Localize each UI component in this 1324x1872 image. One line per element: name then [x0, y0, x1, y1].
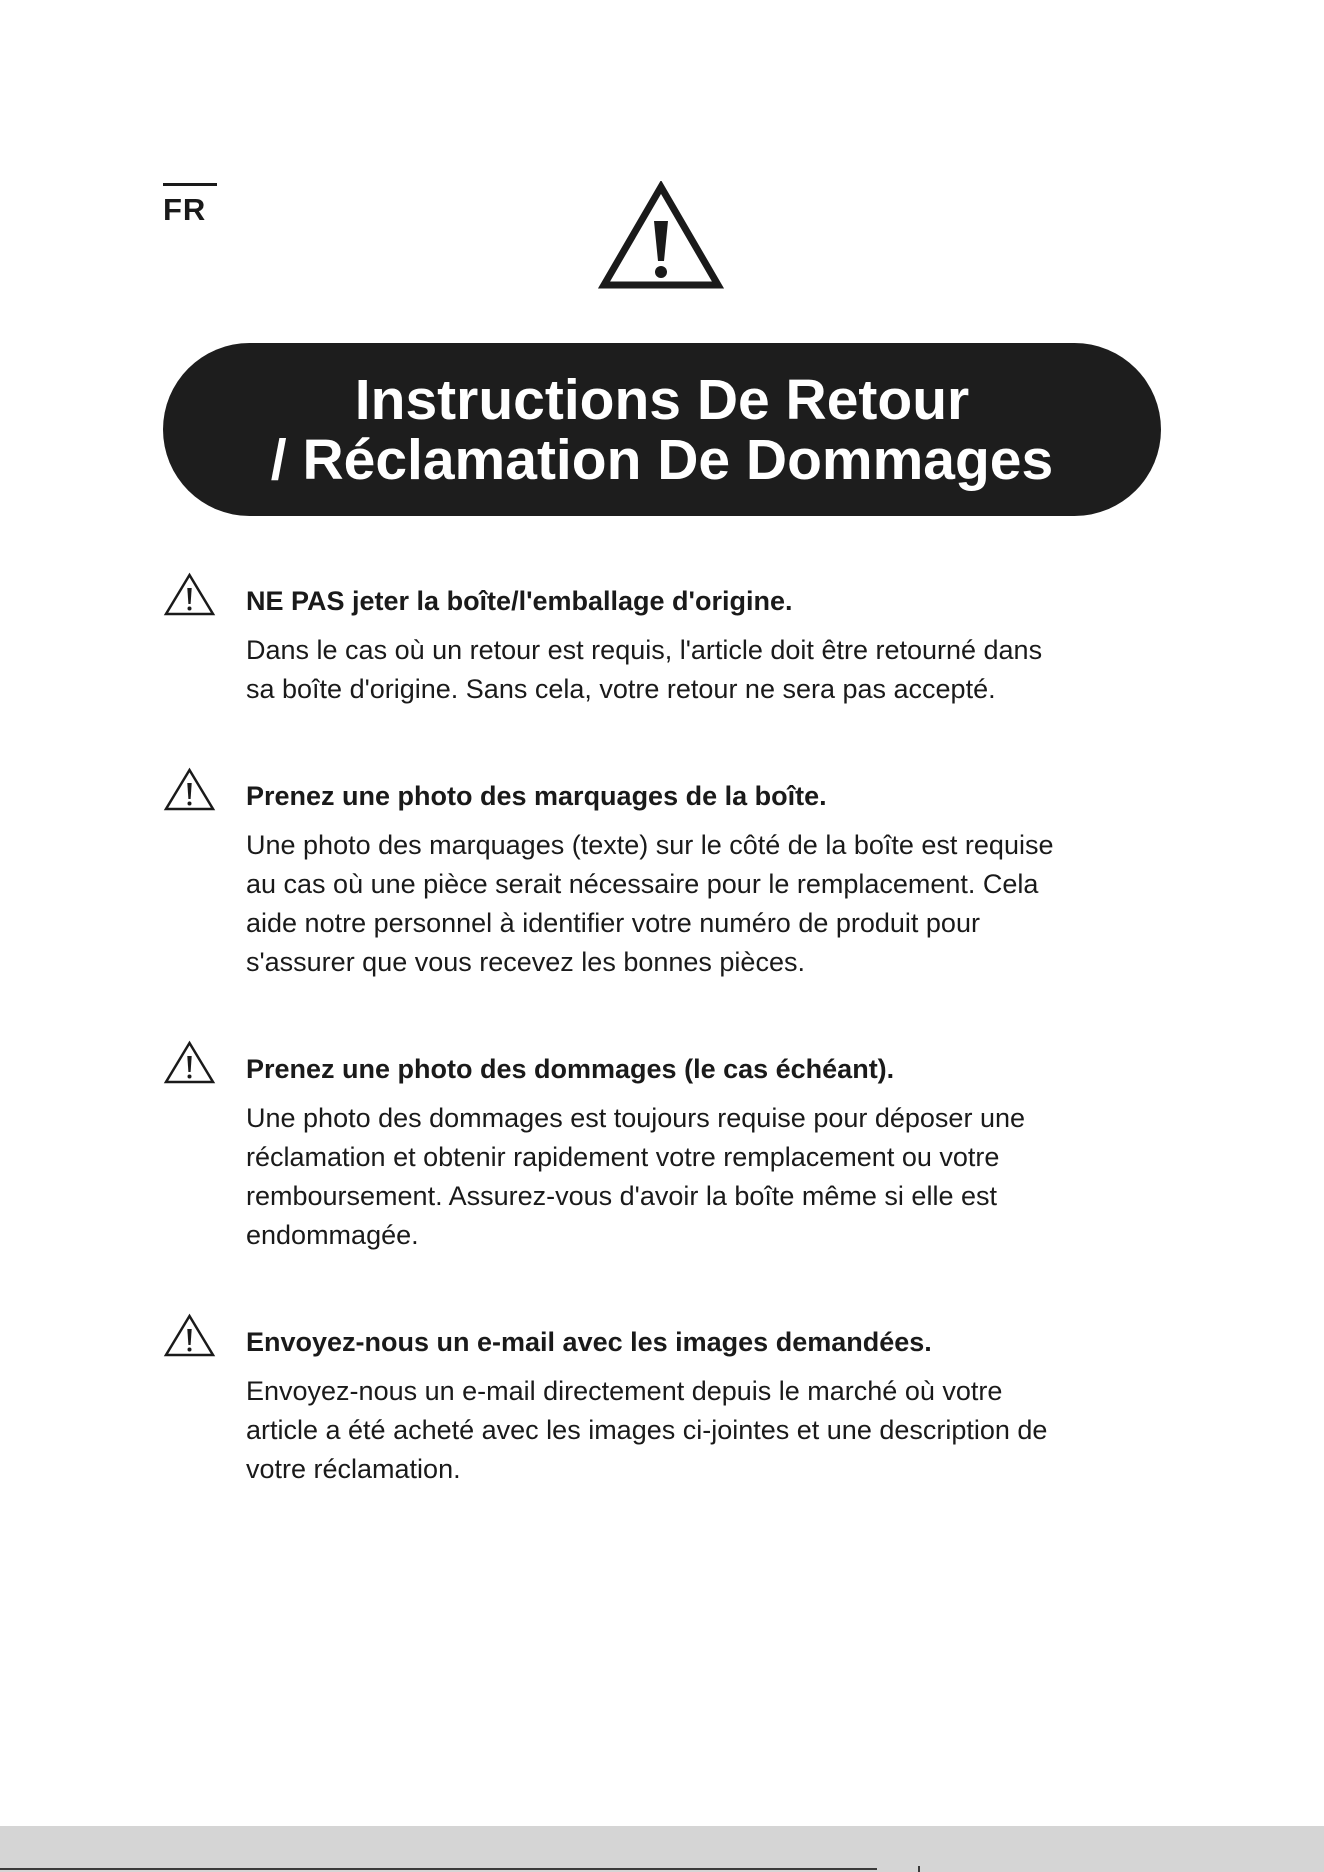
- footer-tick: [918, 1866, 920, 1872]
- warning-triangle-icon: [598, 181, 724, 291]
- instruction-section: [163, 767, 1173, 997]
- section-heading: Prenez une photo des marquages de la boîte.: [246, 781, 827, 811]
- section-heading: Prenez une photo des dommages (le cas échéant).: [246, 1054, 895, 1084]
- section-body: Une photo des dommages est toujours requise pour déposer une réclamation et obtenir rapidement votre remplacement ou votre remboursement. Assurez-vous d'avoir la boîte même si elle est endommagée.: [246, 1103, 1025, 1250]
- title-line-1: Instructions De Retour: [354, 367, 970, 432]
- instruction-section: [163, 1313, 1173, 1513]
- section-body: Une photo des marquages (texte) sur le côté de la boîte est requise au cas où une pièce serait nécessaire pour le remplacement. Cela aide notre personnel à identifier votre numéro de produit pour s'assurer que vous recevez les bonnes pièces.: [246, 830, 1054, 977]
- footer-rule: [0, 1868, 877, 1870]
- footer-band: [0, 1826, 1324, 1872]
- instruction-section: [163, 572, 1173, 722]
- title-line-2: / Réclamation De Dommages: [270, 427, 1054, 492]
- section-body: Dans le cas où un retour est requis, l'article doit être retourné dans sa boîte d'origine. Sans cela, votre retour ne sera pas accepté.: [246, 635, 1043, 704]
- warning-triangle-icon: [163, 1313, 216, 1358]
- warning-triangle-icon: [163, 767, 216, 812]
- instruction-section: [163, 1040, 1173, 1270]
- warning-triangle-icon: [163, 1040, 216, 1085]
- language-tag: FR: [163, 183, 217, 225]
- warning-triangle-icon: [163, 572, 216, 617]
- section-heading: Envoyez-nous un e-mail avec les images demandées.: [246, 1327, 932, 1357]
- title-banner: [163, 343, 1161, 516]
- section-body: Envoyez-nous un e-mail directement depuis le marché où votre article a été acheté avec les images ci-jointes et une description de votre réclamation.: [246, 1376, 1048, 1484]
- section-heading: NE PAS jeter la boîte/l'emballage d'origine.: [246, 586, 793, 616]
